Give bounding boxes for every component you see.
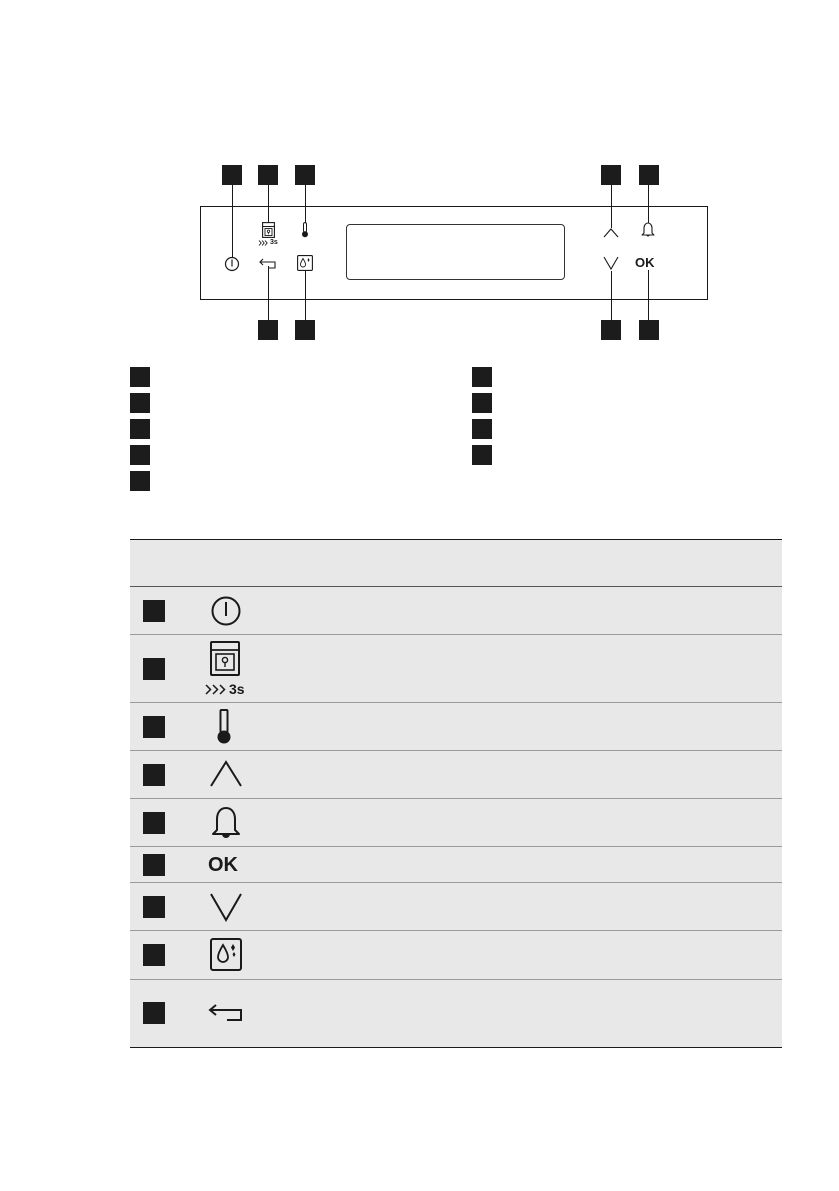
thermometer-icon (216, 709, 232, 745)
hold-duration-label: 3s (270, 239, 278, 246)
chevron-down-icon[interactable] (603, 256, 619, 270)
legend-item-5 (130, 471, 150, 491)
row-number-square (143, 944, 165, 966)
bell-icon (211, 806, 241, 840)
door-lock-icon[interactable] (262, 222, 275, 238)
callout-8 (295, 320, 315, 340)
ok-label[interactable]: OK (635, 255, 655, 270)
thermometer-icon[interactable] (301, 222, 309, 238)
power-icon (210, 595, 242, 627)
chevron-up-icon[interactable] (603, 228, 619, 238)
row-number-square (143, 896, 165, 918)
row-number-square (143, 658, 165, 680)
legend-item-8 (472, 419, 492, 439)
hold-duration-label: 3s (229, 681, 245, 697)
back-arrow-icon[interactable] (259, 258, 277, 270)
callout-3 (295, 165, 315, 185)
table-row (130, 635, 782, 703)
row-number-square (143, 600, 165, 622)
table-row (130, 799, 782, 847)
ok-label: OK (208, 854, 238, 876)
callout-9 (258, 320, 278, 340)
callout-4 (601, 165, 621, 185)
legend-item-7 (472, 393, 492, 413)
legend-item-3 (130, 419, 150, 439)
callout-1 (222, 165, 242, 185)
steam-cleaning-icon (210, 938, 242, 971)
table-row (130, 587, 782, 635)
hold-arrows-icon (259, 240, 269, 246)
row-number-square (143, 716, 165, 738)
display-window (346, 224, 565, 280)
hold-arrows-icon (206, 684, 230, 695)
chevron-up-icon (210, 761, 242, 787)
legend-item-2 (130, 393, 150, 413)
table-row (130, 847, 782, 883)
power-icon[interactable] (224, 256, 240, 272)
callout-2 (258, 165, 278, 185)
callout-5 (639, 165, 659, 185)
legend-item-9 (472, 445, 492, 465)
callout-7 (601, 320, 621, 340)
table-row (130, 703, 782, 751)
legend-item-1 (130, 367, 150, 387)
table-row (130, 931, 782, 980)
bell-icon[interactable] (641, 222, 655, 238)
table-row (130, 980, 782, 1048)
legend-item-4 (130, 445, 150, 465)
steam-cleaning-icon[interactable] (297, 255, 313, 271)
door-lock-icon (210, 641, 240, 676)
chevron-down-icon (210, 893, 242, 921)
row-number-square (143, 854, 165, 876)
table-row (130, 751, 782, 799)
row-number-square (143, 764, 165, 786)
row-number-square (143, 1002, 165, 1024)
table-row (130, 883, 782, 931)
table-header (130, 539, 782, 587)
callout-6 (639, 320, 659, 340)
row-number-square (143, 812, 165, 834)
back-arrow-icon (209, 1004, 243, 1022)
legend-item-6 (472, 367, 492, 387)
